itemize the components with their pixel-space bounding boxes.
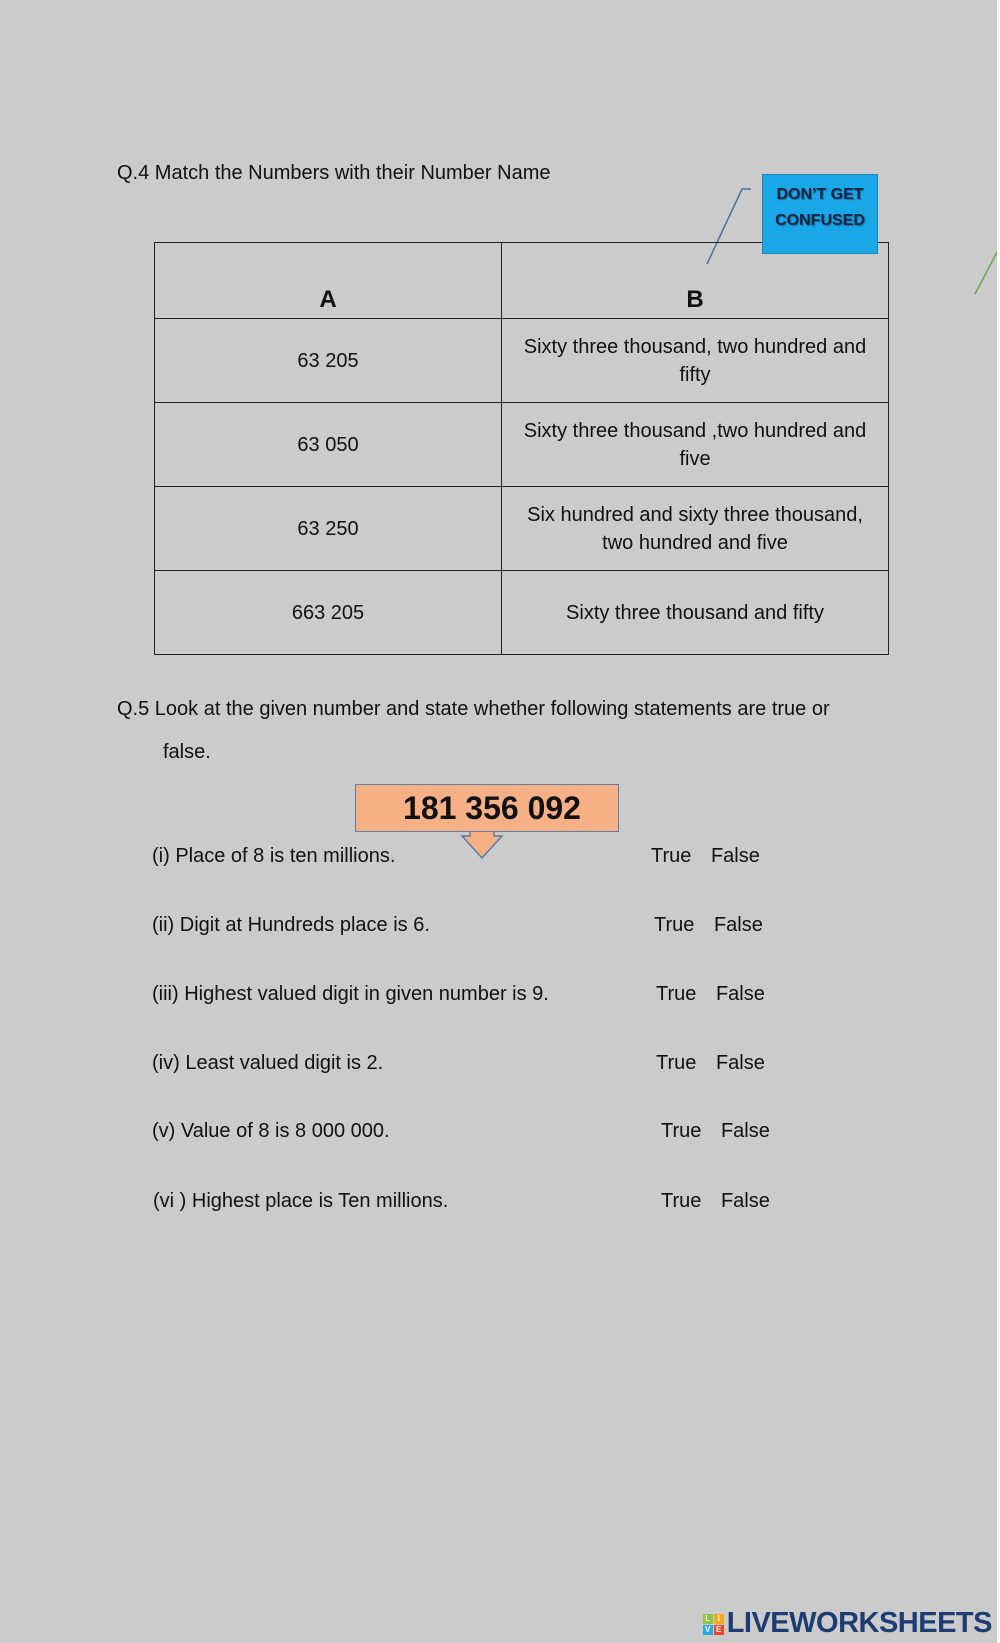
statement: (iii) Highest valued digit in given number is 9. bbox=[152, 983, 549, 1005]
green-line bbox=[975, 252, 997, 294]
column-header-b: B bbox=[502, 243, 889, 319]
table-row bbox=[155, 403, 889, 487]
logo-text: LIVEWORKSHEETS bbox=[726, 1607, 992, 1639]
number-cell[interactable]: 63 050 bbox=[155, 403, 502, 487]
table-row bbox=[155, 319, 889, 403]
table-row bbox=[155, 571, 889, 655]
number-cell[interactable]: 63 250 bbox=[155, 487, 502, 571]
true-false-options bbox=[661, 1120, 770, 1143]
number-name-cell[interactable]: Six hundred and sixty three thousand, two hundred and five bbox=[502, 487, 889, 571]
callout-line-1: DON’T GET bbox=[776, 186, 864, 203]
table-row bbox=[155, 487, 889, 571]
statement: (ii) Digit at Hundreds place is 6. bbox=[152, 914, 430, 936]
number-name-cell[interactable]: Sixty three thousand ,two hundred and five bbox=[502, 403, 889, 487]
q5-title-cont: false. bbox=[163, 741, 211, 763]
number-name-cell[interactable]: Sixty three thousand and fifty bbox=[502, 571, 889, 655]
true-false-options bbox=[654, 914, 763, 937]
q4-title: Q.4 Match the Numbers with their Number Name bbox=[117, 162, 551, 184]
statement: (i) Place of 8 is ten millions. bbox=[152, 845, 396, 867]
true-option[interactable]: True bbox=[656, 983, 697, 1005]
number-cell[interactable]: 63 205 bbox=[155, 319, 502, 403]
number-name-cell[interactable]: Sixty three thousand, two hundred and fifty bbox=[502, 319, 889, 403]
true-false-options bbox=[651, 845, 760, 868]
match-table bbox=[154, 242, 889, 655]
logo-icon: L I V E bbox=[703, 1614, 724, 1635]
statement: (iv) Least valued digit is 2. bbox=[152, 1052, 384, 1074]
true-option[interactable]: True bbox=[651, 845, 692, 867]
false-option[interactable]: False bbox=[715, 1052, 765, 1074]
true-option[interactable]: True bbox=[661, 1190, 702, 1212]
down-arrow-icon bbox=[460, 830, 510, 862]
true-false-options bbox=[656, 1052, 765, 1075]
true-option[interactable]: True bbox=[661, 1120, 702, 1142]
callout-line-2: CONFUSED bbox=[775, 212, 865, 229]
statement: (vi ) Highest place is Ten millions. bbox=[153, 1190, 449, 1212]
true-false-options bbox=[656, 983, 765, 1006]
true-option[interactable]: True bbox=[656, 1052, 697, 1074]
given-number-box: 181 356 092 bbox=[355, 784, 619, 832]
dont-get-confused-callout bbox=[762, 174, 878, 254]
false-option[interactable]: False bbox=[720, 1190, 770, 1212]
false-option[interactable]: False bbox=[713, 914, 763, 936]
true-option[interactable]: True bbox=[654, 914, 695, 936]
q5-title: Q.5 Look at the given number and state whether following statements are true or bbox=[117, 698, 830, 720]
true-false-options bbox=[661, 1190, 770, 1213]
column-header-a: A bbox=[155, 243, 502, 319]
number-cell[interactable]: 663 205 bbox=[155, 571, 502, 655]
statement: (v) Value of 8 is 8 000 000. bbox=[152, 1120, 390, 1142]
false-option[interactable]: False bbox=[715, 983, 765, 1005]
liveworksheets-logo bbox=[703, 1606, 992, 1640]
false-option[interactable]: False bbox=[720, 1120, 770, 1142]
false-option[interactable]: False bbox=[710, 845, 760, 867]
